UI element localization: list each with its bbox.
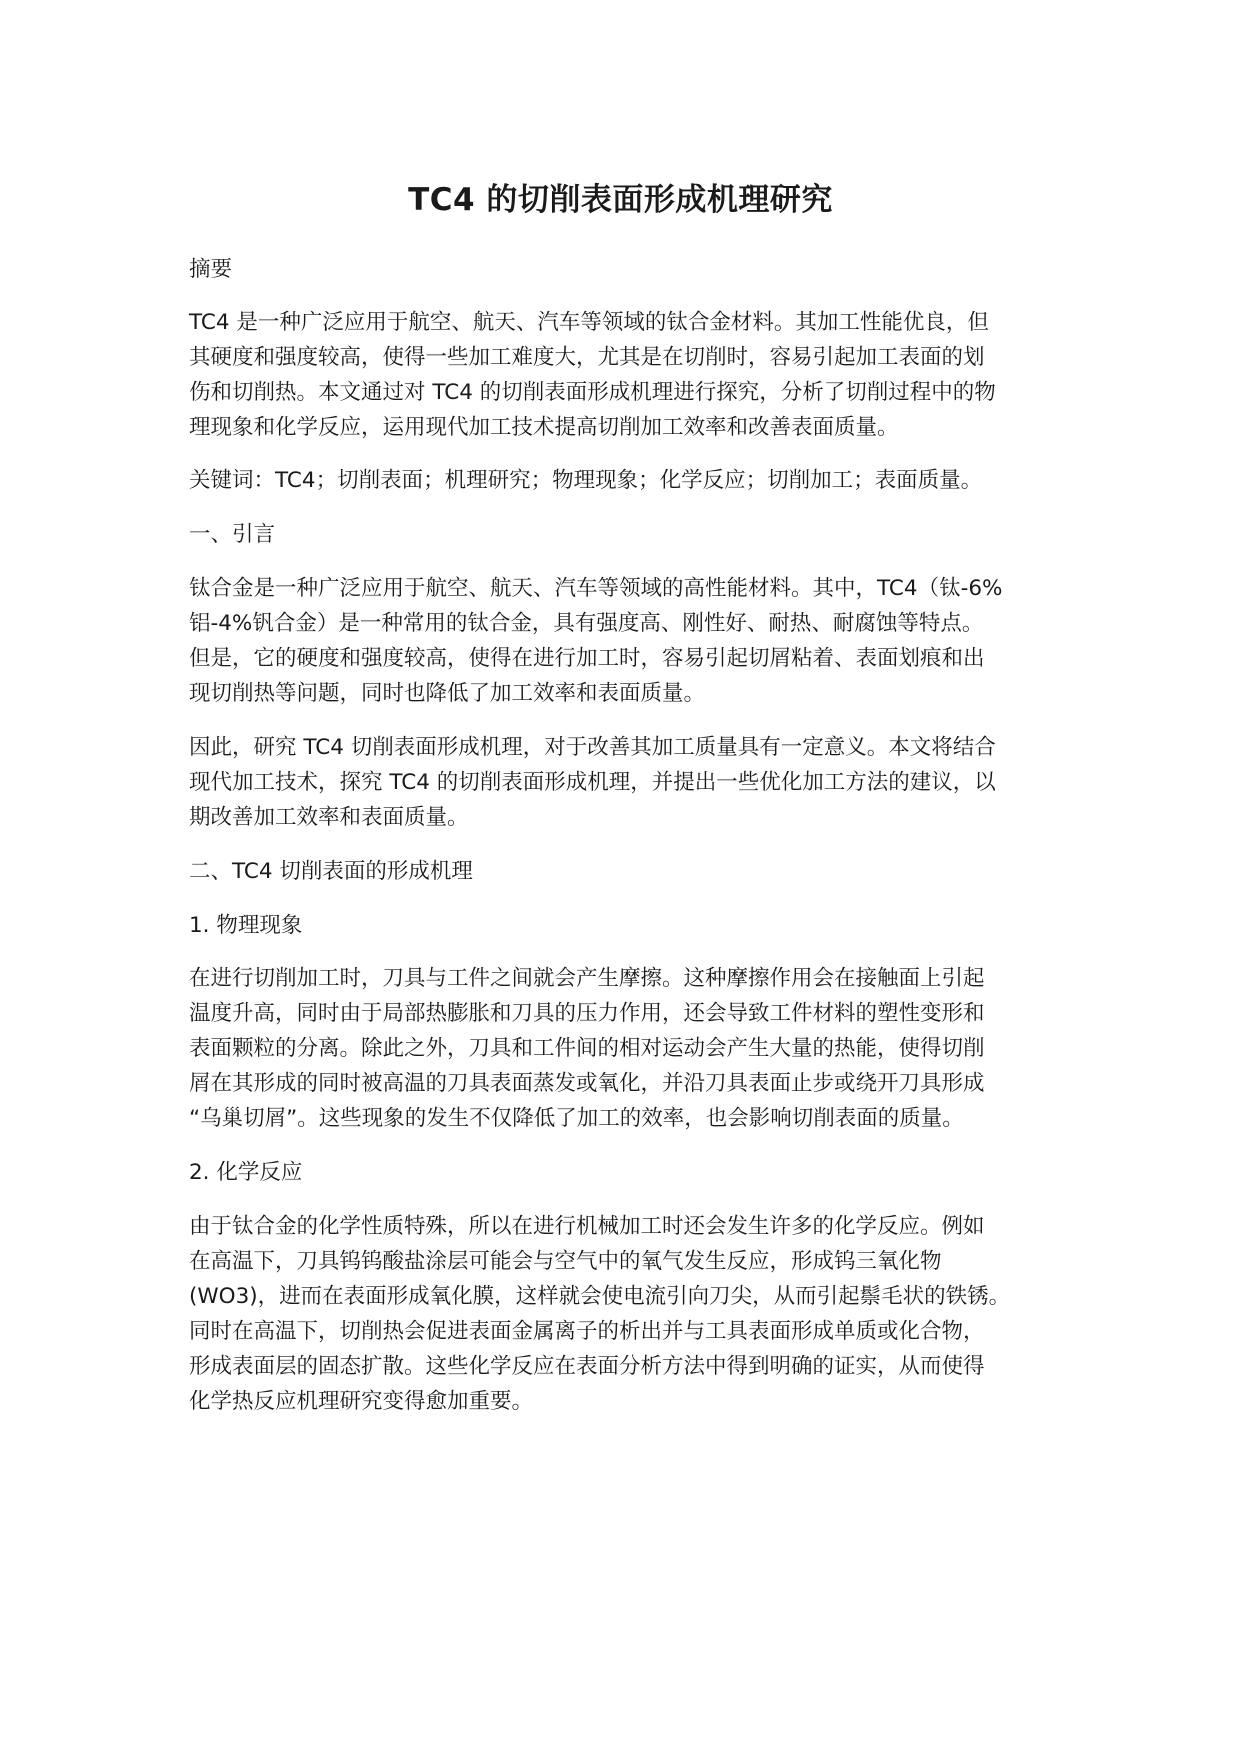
paragraph-line: 形成表面层的固态扩散。这些化学反应在表面分析方法中得到明确的证实，从而使得 <box>189 1354 985 1379</box>
abstract-line: TC4 是一种广泛应用于航空、航天、汽车等领域的钛合金材料。其加工性能优良，但 <box>189 310 989 335</box>
paragraph-line: 铝-4%钒合金）是一种常用的钛合金，具有强度高、刚性好、耐热、耐腐蚀等特点。 <box>189 611 984 636</box>
subsection-heading-physics: 1. 物理现象 <box>189 913 303 938</box>
paragraph-line: 屑在其形成的同时被高温的刀具表面蒸发或氧化，并沿刀具表面止步或绕开刀具形成 <box>189 1071 985 1096</box>
paragraph-line: (WO3)，进而在表面形成氧化膜，这样就会使电流引向刀尖，从而引起鬃毛状的铁锈。 <box>189 1284 1011 1309</box>
document-title: TC4 的切削表面形成机理研究 <box>408 182 833 218</box>
abstract-line: 其硬度和强度较高，使得一些加工难度大，尤其是在切削时，容易引起加工表面的划 <box>189 345 985 370</box>
paragraph-line: 因此，研究 TC4 切削表面形成机理，对于改善其加工质量具有一定意义。本文将结合 <box>189 735 996 760</box>
section-heading-mechanism: 二、TC4 切削表面的形成机理 <box>189 859 473 884</box>
paragraph-line: 化学热反应机理研究变得愈加重要。 <box>189 1389 534 1414</box>
paragraph-line: 同时在高温下，切削热会促进表面金属离子的析出并与工具表面形成单质或化合物， <box>189 1319 985 1344</box>
keywords: 关键词：TC4；切削表面；机理研究；物理现象；化学反应；切削加工；表面质量。 <box>189 468 983 493</box>
paragraph-line: “乌巢切屑”。这些现象的发生不仅降低了加工的效率，也会影响切削表面的质量。 <box>189 1106 964 1131</box>
paragraph-line: 期改善加工效率和表面质量。 <box>189 805 469 830</box>
subsection-heading-chemistry: 2. 化学反应 <box>189 1160 303 1185</box>
paragraph-line: 由于钛合金的化学性质特殊，所以在进行机械加工时还会发生许多的化学反应。例如 <box>189 1214 985 1239</box>
paragraph-line: 现代加工技术，探究 TC4 的切削表面形成机理，并提出一些优化加工方法的建议，以 <box>189 770 996 795</box>
paragraph-line: 表面颗粒的分离。除此之外，刀具和工件间的相对运动会产生大量的热能，使得切削 <box>189 1036 985 1061</box>
paragraph-line: 钛合金是一种广泛应用于航空、航天、汽车等领域的高性能材料。其中，TC4（钛-6% <box>189 576 1003 601</box>
abstract-line: 理现象和化学反应，运用现代加工技术提高切削加工效率和改善表面质量。 <box>189 415 899 440</box>
section-heading-introduction: 一、引言 <box>189 522 276 547</box>
paragraph-line: 但是，它的硬度和强度较高，使得在进行加工时，容易引起切屑粘着、表面划痕和出 <box>189 646 985 671</box>
paragraph-line: 在进行切削加工时，刀具与工件之间就会产生摩擦。这种摩擦作用会在接触面上引起 <box>189 966 985 991</box>
paragraph-line: 温度升高，同时由于局部热膨胀和刀具的压力作用，还会导致工件材料的塑性变形和 <box>189 1001 985 1026</box>
abstract-line: 伤和切削热。本文通过对 TC4 的切削表面形成机理进行探究，分析了切削过程中的物 <box>189 380 996 405</box>
abstract-heading: 摘要 <box>189 257 233 282</box>
paragraph-line: 现切削热等问题，同时也降低了加工效率和表面质量。 <box>189 681 706 706</box>
paragraph-line: 在高温下，刀具钨钨酸盐涂层可能会与空气中的氧气发生反应，形成钨三氧化物 <box>189 1249 942 1274</box>
